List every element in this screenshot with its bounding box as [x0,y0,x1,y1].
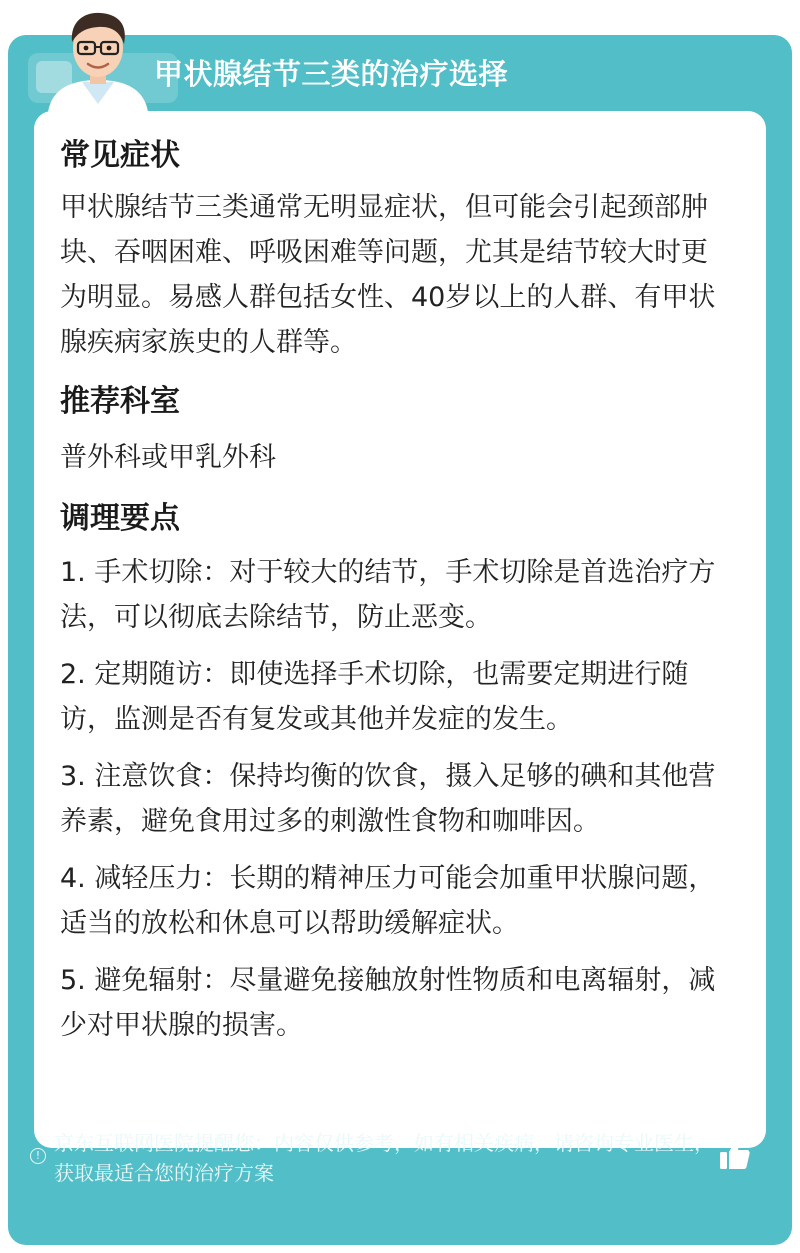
care-item-1: 1. 手术切除：对于较大的结节，手术切除是首选治疗方法，可以彻底去除结节，防止恶变。 [60,557,716,633]
doctor-avatar-icon [38,8,158,112]
symptoms-heading: 常见症状 [60,138,180,173]
department-body: 普外科或甲乳外科 [60,442,276,473]
symptoms-body: 甲状腺结节三类通常无明显症状，但可能会引起颈部肿块、吞咽困难、呼吸困难等问题，尤其是结节较大时更为明显。易感人群包括女性、40岁以上的人群、有甲状腺疾病家族史的人群等。 [60,192,716,358]
care-list [60,550,728,1048]
care-item-2: 2. 定期随访：即使选择手术切除，也需要定期进行随访，监测是否有复发或其他并发症的发生。 [60,659,689,735]
content-card [34,111,766,1148]
disclaimer-text: 京东互联网医院提醒您：内容仅供参考，如有相关疾病，请咨询专业医生，获取最适合您的治疗方案 [54,1131,714,1185]
care-heading: 调理要点 [60,501,180,536]
page-title: 甲状腺结节三类的治疗选择 [154,57,509,91]
info-icon: ! [30,1148,46,1164]
care-item-5: 5. 避免辐射：尽量避免接触放射性物质和电离辐射，减少对甲状腺的损害。 [60,965,716,1041]
department-heading: 推荐科室 [60,384,180,419]
care-item-3: 3. 注意饮食：保持均衡的饮食，摄入足够的碘和其他营养素，避免食用过多的刺激性食物和咖啡因。 [60,761,716,837]
footer-disclaimer [30,1128,730,1188]
care-item-4: 4. 减轻压力：长期的精神压力可能会加重甲状腺问题，适当的放松和休息可以帮助缓解症状。 [60,863,716,939]
thumbs-up-icon[interactable] [718,1138,752,1172]
